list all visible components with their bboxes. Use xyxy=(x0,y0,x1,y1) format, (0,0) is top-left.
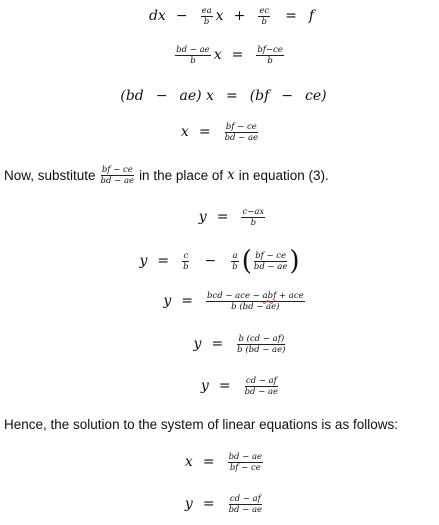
eq2-fraction-lhs xyxy=(175,45,211,66)
eq1-frac1-denominator: b xyxy=(203,16,210,27)
equation-4 xyxy=(0,117,439,147)
eq8-denominator: b (bd − ae) xyxy=(237,344,286,355)
eq1-plus: + xyxy=(233,8,246,24)
equation-8 xyxy=(0,328,439,360)
eq9-denominator: bd − ae xyxy=(244,386,279,397)
eq2-rhs-numerator: bf−ce xyxy=(257,44,283,55)
prose1-denominator: bd − ae xyxy=(100,175,135,186)
eq7-denominator: b (bd − ae) xyxy=(231,301,280,312)
eq10-fraction xyxy=(228,452,264,473)
prose1-mid: in the place of xyxy=(139,167,224,183)
eq10-equals: = xyxy=(202,454,215,470)
equation-10 xyxy=(0,446,439,478)
eq3-right-2: ce) xyxy=(305,88,327,104)
eq1-frac2-numerator: ec xyxy=(259,5,270,16)
eq2-lhs-denominator: b xyxy=(190,55,196,66)
eq11-lhs: y xyxy=(184,496,193,512)
eq1-x: x xyxy=(215,8,224,24)
eq3-minus-2: − xyxy=(281,88,294,104)
eq9-equals: = xyxy=(218,378,231,394)
eq11-fraction xyxy=(228,494,264,515)
eq7-num-spellcheck-word: abf xyxy=(262,290,277,301)
eq4-equals: = xyxy=(198,124,211,140)
eq11-denominator: bd − ae xyxy=(228,504,263,515)
eq1-equals: = xyxy=(285,8,297,24)
prose1-var: x xyxy=(227,167,235,183)
eq6-left-paren: ( xyxy=(241,245,252,277)
eq6-f3-numerator: bf − ce xyxy=(255,250,287,261)
prose1-fraction xyxy=(100,165,136,186)
eq11-numerator: cd − af xyxy=(229,493,261,504)
prose1-numerator: bf − ce xyxy=(101,164,133,175)
eq7-num-part-b: + ace xyxy=(276,290,304,301)
eq6-f1-numerator: c xyxy=(183,250,189,261)
eq2-equals: = xyxy=(231,47,244,63)
eq10-denominator: bf − ce xyxy=(229,462,261,473)
eq7-numerator xyxy=(206,291,305,302)
eq3-minus-1: − xyxy=(155,88,168,104)
eq2-fraction-rhs xyxy=(256,45,284,66)
eq5-equals: = xyxy=(216,209,229,225)
eq11-equals: = xyxy=(202,496,215,512)
equation-9 xyxy=(0,370,439,402)
equation-3 xyxy=(0,84,439,108)
equation-5 xyxy=(0,202,439,232)
eq3-equals: = xyxy=(225,88,238,104)
eq7-fraction xyxy=(206,291,305,312)
equation-11 xyxy=(0,488,439,520)
eq4-denominator: bd − ae xyxy=(224,132,259,143)
eq1-fraction-ea-b xyxy=(201,6,213,27)
eq9-numerator: cd − af xyxy=(245,375,277,386)
eq10-lhs: x xyxy=(184,454,193,470)
eq1-lhs: dx xyxy=(148,8,166,24)
eq6-f1-denominator: b xyxy=(183,261,189,272)
eq1-fraction-ec-b xyxy=(258,6,270,27)
eq1-rhs: f xyxy=(308,8,315,24)
eq6-f2-numerator: a xyxy=(232,250,238,261)
eq6-equals: = xyxy=(157,253,170,269)
eq6-f3-denominator: bd − ae xyxy=(253,261,288,272)
eq1-minus: − xyxy=(175,8,188,24)
eq8-numerator: b (cd − af) xyxy=(238,333,285,344)
eq2-x: x xyxy=(213,47,222,63)
eq6-minus: − xyxy=(204,253,217,269)
eq10-numerator: bd − ae xyxy=(228,451,263,462)
eq4-numerator: bf − ce xyxy=(225,121,257,132)
prose-conclusion: Hence, the solution to the system of linear equations is as follows: xyxy=(4,417,398,432)
eq4-fraction xyxy=(224,122,260,143)
eq8-fraction xyxy=(236,334,286,355)
eq6-lhs: y xyxy=(139,253,148,269)
eq6-f2-denominator: b xyxy=(232,261,238,272)
eq5-fraction xyxy=(241,207,265,228)
equation-7 xyxy=(0,285,439,317)
equation-6 xyxy=(0,243,439,279)
eq2-lhs-numerator: bd − ae xyxy=(176,44,210,55)
prose-substitute xyxy=(4,160,329,190)
eq3-left: (bd xyxy=(120,88,144,104)
eq5-numerator: c−ax xyxy=(242,206,265,217)
eq1-frac1-numerator: ea xyxy=(201,5,212,16)
eq6-fraction-inner xyxy=(253,251,289,272)
prose1-before: Now, substitute xyxy=(4,167,96,183)
eq7-lhs: y xyxy=(163,293,172,309)
eq3-right-1: (bf xyxy=(249,88,270,104)
eq8-equals: = xyxy=(211,336,224,352)
eq9-fraction xyxy=(244,376,280,397)
equation-2 xyxy=(0,40,439,70)
eq4-lhs: x xyxy=(180,124,189,140)
eq7-num-part-a: bcd − ace − xyxy=(207,290,263,301)
eq6-fraction-c-b xyxy=(182,251,189,272)
eq1-frac2-denominator: b xyxy=(261,16,267,27)
eq5-lhs: y xyxy=(198,209,207,225)
eq2-rhs-denominator: b xyxy=(267,55,273,66)
eq8-lhs: y xyxy=(193,336,202,352)
eq5-denominator: b xyxy=(250,217,257,228)
eq7-equals: = xyxy=(181,293,194,309)
prose1-after: in equation (3). xyxy=(238,167,329,183)
eq6-fraction-a-b xyxy=(231,251,238,272)
equation-1 xyxy=(0,2,439,30)
eq9-lhs: y xyxy=(200,378,209,394)
eq6-right-paren: ) xyxy=(289,245,300,277)
eq3-mid: ae) x xyxy=(179,88,214,104)
